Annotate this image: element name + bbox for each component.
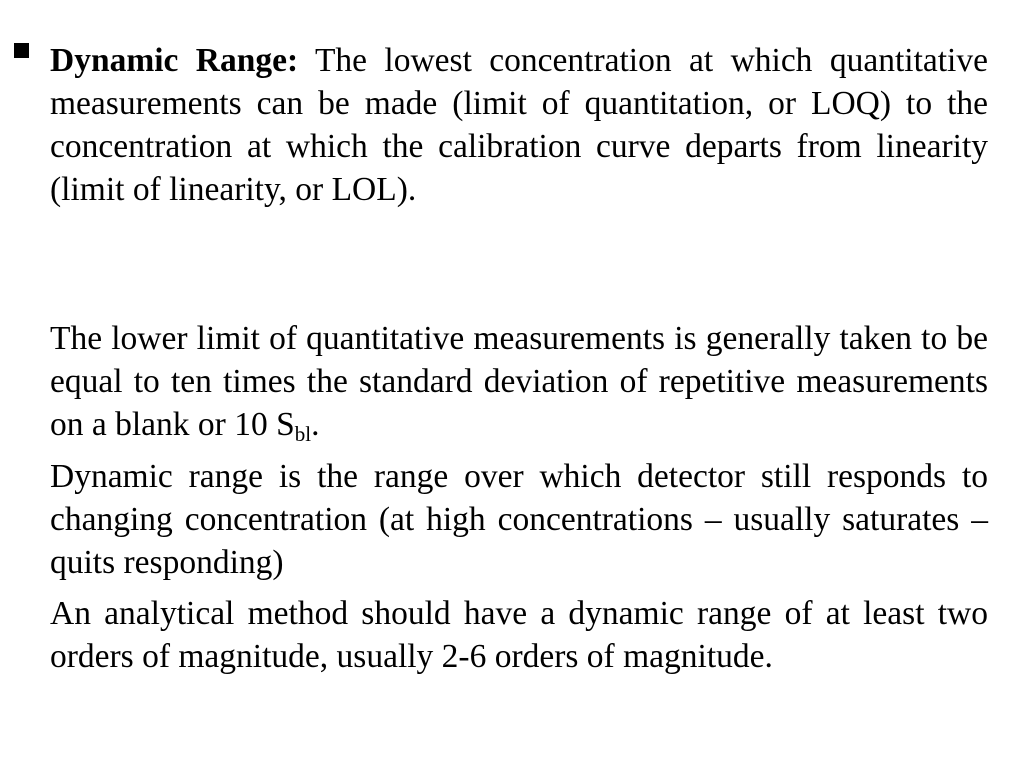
square-bullet-icon <box>14 43 29 58</box>
orders-of-magnitude-paragraph: An analytical method should have a dynamic range of at least two orders of magnitude, usually 2-6 orders of magnitude. <box>50 595 988 675</box>
blank-subscript: bl <box>294 422 312 446</box>
definition-paragraph <box>50 39 988 211</box>
period: . <box>311 406 320 443</box>
term-label: Dynamic Range: <box>50 42 299 79</box>
lower-limit-text: The lower limit of quantitative measurements is generally taken to be equal to ten times the standard deviation of repetitive measurements on a blank or 10 S <box>50 320 988 443</box>
lower-limit-paragraph <box>50 317 988 446</box>
definition-text: The lowest concentration at which quantitative measurements can be made (limit of quantitation, or LOQ) to the concentration at which the calibration curve departs from linearity (limit of linearity, or LOL). <box>50 42 988 208</box>
dynamic-range-paragraph: Dynamic range is the range over which detector still responds to changing concentration (at high concentrations – usually saturates – quits responding) <box>50 458 988 581</box>
